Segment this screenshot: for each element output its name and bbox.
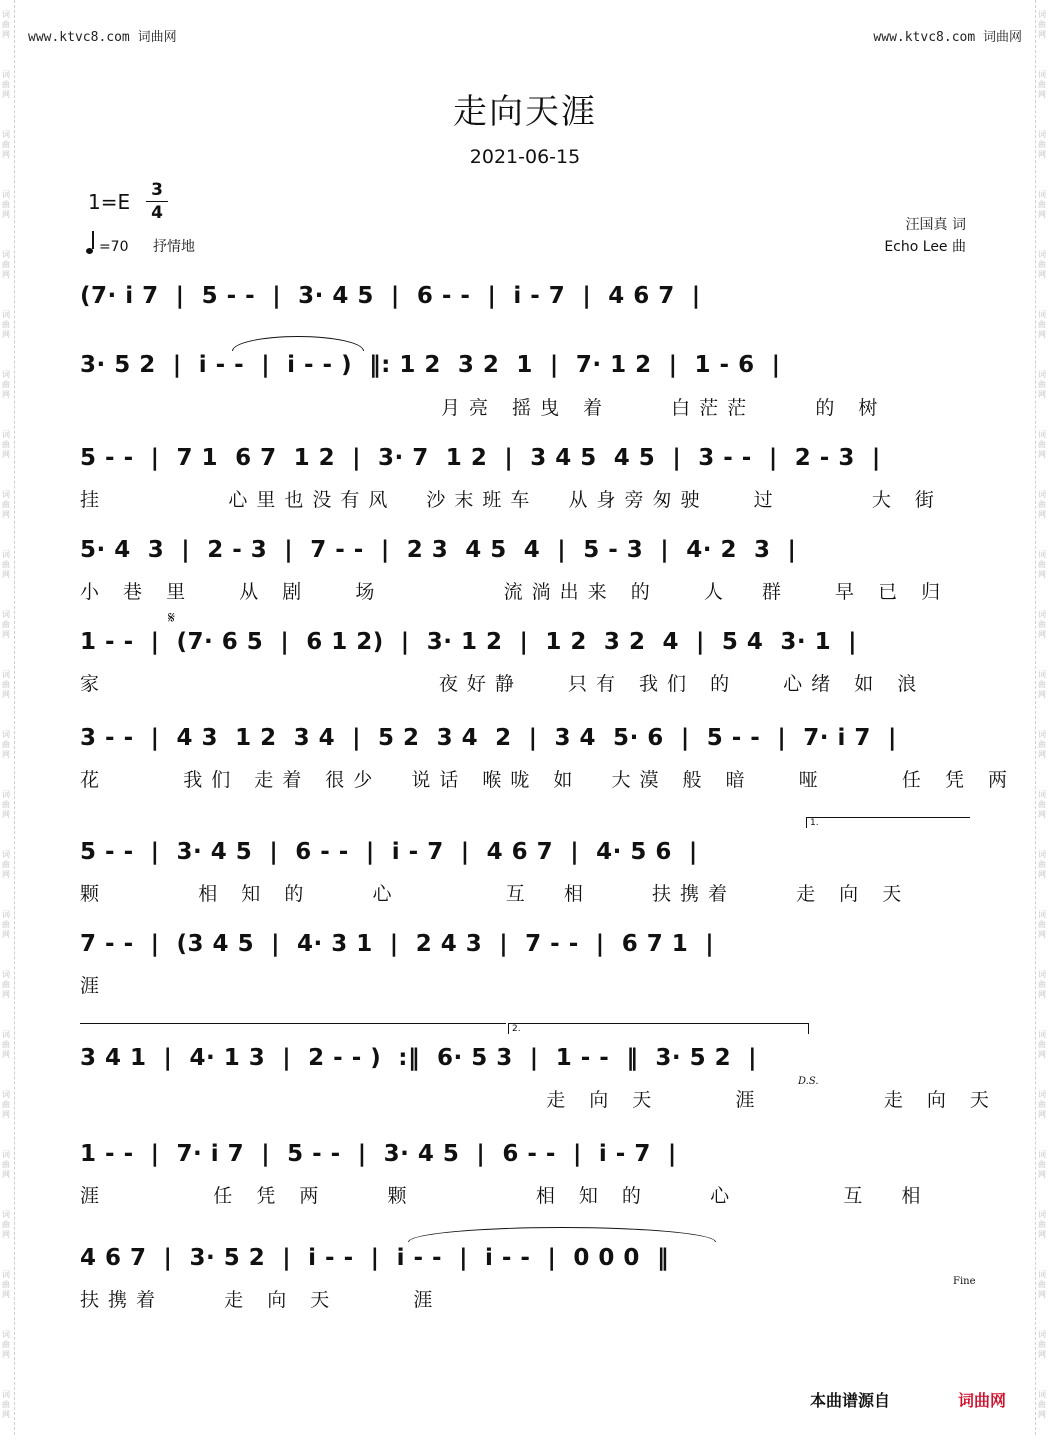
lyric-line-6: 花 我们 走着 很少 说话 喉咙 如 大漠 般 暗 哑 任 凭 两: [80, 769, 1016, 791]
lyric-line-10: 涯 任 凭 两 颗 相 知 的 心 互 相: [80, 1185, 930, 1207]
side-watermark: 词曲网: [1038, 250, 1046, 279]
side-watermark: 词曲网: [1038, 1150, 1046, 1179]
side-watermark: 词曲网: [2, 1210, 10, 1239]
lyric-line-3: 挂 心里也没有风 沙末班车 从身旁匆驶 过 大 街: [80, 489, 943, 511]
side-watermark: 词曲网: [1038, 790, 1046, 819]
side-watermark: 词曲网: [2, 130, 10, 159]
score-line-10: 1 - - | 7· i 7 | 5 - - | 3· 4 5 | 6 - - | i - 7 |: [80, 1141, 677, 1167]
lyric-line-5: 家 夜好静 只有 我们 的 心绪 如 浪: [80, 673, 926, 695]
side-watermark: 词曲网: [1038, 970, 1046, 999]
footer-source: 本曲谱源自: [810, 1391, 891, 1410]
side-watermark: 词曲网: [2, 10, 10, 39]
side-watermark: 词曲网: [2, 730, 10, 759]
score-line-8: 7 - - | (3 4 5 | 4· 3 1 | 2 4 3 | 7 - - | 6 7 1 |: [80, 931, 715, 957]
side-watermark: 词曲网: [1038, 1030, 1046, 1059]
key-signature: 1=E: [88, 190, 131, 214]
side-watermark: 词曲网: [2, 70, 10, 99]
tempo-marking: [86, 233, 195, 256]
side-watermark: 词曲网: [2, 1330, 10, 1359]
side-watermark: 词曲网: [1038, 10, 1046, 39]
tempo-value: =70: [98, 239, 129, 255]
side-watermark: 词曲网: [2, 310, 10, 339]
header-url-left[interactable]: www.ktvc8.com 词曲网: [28, 30, 177, 45]
song-date: 2021-06-15: [469, 146, 581, 168]
score-line-3: 5 - - | 7 1 6 7 1 2 | 3· 7 1 2 | 3 4 5 4 5 | 3 - - | 2 - 3 |: [80, 445, 881, 471]
volta-1: 1.: [806, 817, 970, 828]
lyric-line-4: 小 巷 里 从 剧 场 流淌出来 的 人 群 早 已 归: [80, 581, 950, 603]
lyric-line-7: 颗 相 知 的 心 互 相 扶携着 走 向 天: [80, 883, 911, 905]
side-watermark: 词曲网: [2, 190, 10, 219]
side-watermark: 词曲网: [2, 430, 10, 459]
side-watermark: 词曲网: [1038, 430, 1046, 459]
side-watermark: 词曲网: [2, 1270, 10, 1299]
side-watermark: 词曲网: [2, 670, 10, 699]
side-watermark: 词曲网: [2, 550, 10, 579]
lyric-line-8: 涯: [80, 975, 109, 997]
score-line-9: 3 4 1 | 4· 1 3 | 2 - - ) :‖ 6· 5 3 | 1 - - ‖ 3· 5 2 |: [80, 1045, 758, 1071]
time-divider: [146, 201, 168, 202]
lyric-line-2: 月亮 摇曳 着 白茫茫 的 树: [80, 397, 887, 419]
side-watermark: 词曲网: [2, 1390, 10, 1419]
footer-brand-link[interactable]: 词曲网: [958, 1391, 1007, 1410]
side-watermark: 词曲网: [1038, 910, 1046, 939]
side-watermark: 词曲网: [2, 1030, 10, 1059]
side-watermark: 词曲网: [2, 610, 10, 639]
side-watermark: 词曲网: [1038, 550, 1046, 579]
side-watermark: 词曲网: [1038, 370, 1046, 399]
expression-mark: 抒情地: [152, 239, 195, 255]
time-numerator: 3: [151, 180, 163, 200]
side-watermark: 词曲网: [2, 490, 10, 519]
volta-1-continuation: [80, 1023, 506, 1024]
side-watermark: 词曲网: [1038, 850, 1046, 879]
side-watermark: 词曲网: [2, 1150, 10, 1179]
side-watermark: 词曲网: [1038, 490, 1046, 519]
side-watermark: 词曲网: [1038, 130, 1046, 159]
side-watermark: 词曲网: [2, 250, 10, 279]
header-url-right[interactable]: www.ktvc8.com 词曲网: [873, 30, 1022, 45]
score-line-4: 5· 4 3 | 2 - 3 | 7 - - | 2 3 4 5 4 | 5 - 3 | 4· 2 3 |: [80, 537, 797, 563]
side-watermark: 词曲网: [2, 790, 10, 819]
tie-arc: [232, 336, 364, 351]
score-line-6: 3 - - | 4 3 1 2 3 4 | 5 2 3 4 2 | 3 4 5· 6 | 5 - - | 7· i 7 |: [80, 725, 897, 751]
side-watermark: 词曲网: [2, 1090, 10, 1119]
side-watermark: 词曲网: [1038, 730, 1046, 759]
time-denominator: 4: [151, 203, 163, 223]
side-watermark: 词曲网: [1038, 1270, 1046, 1299]
score-line-11: 4 6 7 | 3· 5 2 | i - - | i - - | i - - | 0 0 0 ‖: [80, 1245, 669, 1271]
side-watermark: 词曲网: [1038, 1210, 1046, 1239]
side-watermark: 词曲网: [1038, 70, 1046, 99]
ds-mark: D.S.: [798, 1076, 819, 1087]
side-watermark: 词曲网: [2, 910, 10, 939]
lyric-line-9: 走 向 天 涯 走 向 天: [80, 1089, 998, 1111]
lyric-line-11: 扶携着 走 向 天 涯: [80, 1289, 442, 1311]
side-watermark: 词曲网: [1038, 310, 1046, 339]
tie-arc-final: [408, 1227, 716, 1242]
side-watermark: 词曲网: [1038, 1330, 1046, 1359]
song-title: 走向天涯: [453, 92, 597, 132]
lyricist-credit: 汪国真 词: [905, 217, 966, 233]
volta-2: 2.: [508, 1023, 809, 1034]
side-watermark: 词曲网: [2, 850, 10, 879]
side-watermark: 词曲网: [1038, 1390, 1046, 1419]
score-line-7: 5 - - | 3· 4 5 | 6 - - | i - 7 | 4 6 7 | 4· 5 6 |: [80, 839, 698, 865]
side-watermark: 词曲网: [2, 970, 10, 999]
fine-mark: Fine: [953, 1276, 976, 1287]
side-watermark: 词曲网: [1038, 610, 1046, 639]
note-stem: [92, 231, 94, 249]
time-signature: [146, 180, 168, 223]
side-watermark: 词曲网: [1038, 670, 1046, 699]
score-line-1: (7· i 7 | 5 - - | 3· 4 5 | 6 - - | i - 7 | 4 6 7 |: [80, 283, 701, 309]
side-watermark: 词曲网: [1038, 1090, 1046, 1119]
side-watermark: 词曲网: [2, 370, 10, 399]
composer-credit: Echo Lee 曲: [884, 239, 966, 255]
side-watermark: 词曲网: [1038, 190, 1046, 219]
score-line-5: 1 - - | (7· 6 5 | 6 1 2) | 3· 1 2 | 1 2 3 2 4 | 5 4 3· 1 |: [80, 629, 858, 655]
score-line-2: 3· 5 2 | i - - | i - - ) ‖: 1 2 3 2 1 | 7· 1 2 | 1 - 6 |: [80, 352, 781, 378]
segno-mark: 𝄋: [168, 608, 175, 627]
